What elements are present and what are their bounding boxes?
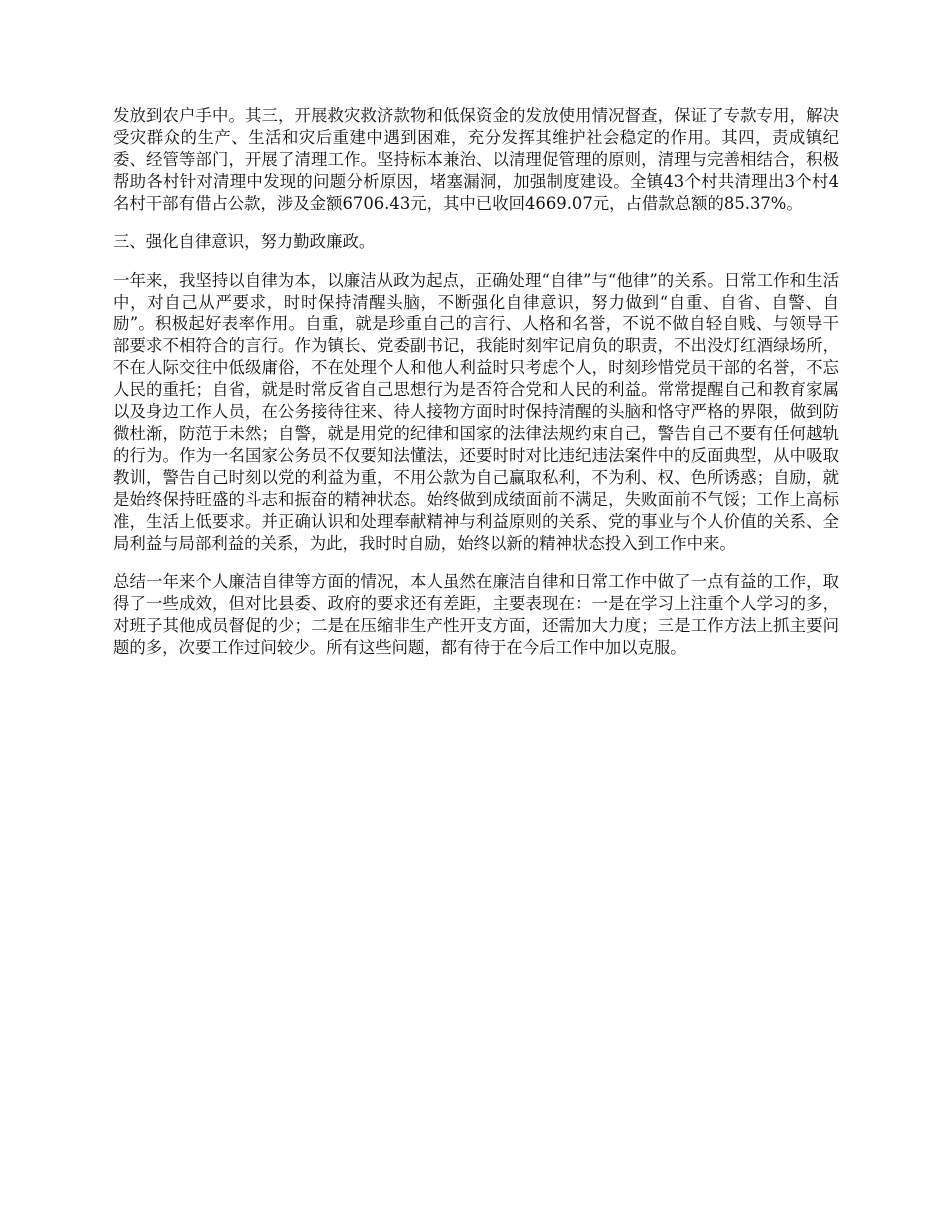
paragraph-summary: 总结一年来个人廉洁自律等方面的情况，本人虽然在廉洁自律和日常工作中做了一点有益的工作，取得了一些成效，但对比县委、政府的要求还有差距，主要表现在：一是在学习上注重个人学习的多，对班子其他成员督促的少；二是在压缩非生产性开支方面，还需加大力度；三是工作方法上抓主要问题的多，次要工作过问较少。所有这些问题，都有待于在今后工作中加以克服。	[113, 572, 839, 657]
section-heading-self-discipline: 三、强化自律意识，努力勤政廉政。	[113, 232, 376, 252]
paragraph-relief-funds-cleanup: 发放到农户手中。其三，开展救灾救济款物和低保资金的发放使用情况督查，保证了专款专用，解决受灾群众的生产、生活和灾后重建中遇到困难，充分发挥其维护社会稳定的作用。其四，责成镇纪委、经管等部门，开展了清理工作。坚持标本兼治、以清理促管理的原则，清理与完善相结合，积极帮助各村针对清理中发现的问题分析原因，堵塞漏洞，加强制度建设。全镇43个村共清理出3个村4名村干部有借占公款，涉及金额6706.43元，其中已收回4669.07元，占借款总额的85.37%。	[113, 106, 839, 213]
paragraph-self-discipline: 一年来，我坚持以自律为本，以廉洁从政为起点，正确处理“自律”与“他律”的关系。日常工作和生活中，对自己从严要求，时时保持清醒头脑，不断强化自律意识，努力做到“自重、自省、自警、自励”。积极起好表率作用。自重，就是珍重自己的言行、人格和名誉，不说不做自轻自贱、与领导干部要求不相符合的言行。作为镇长、党委副书记，我能时刻牢记肩负的职责，不出没灯红酒绿场所，不在人际交往中低级庸俗，不在处理个人和他人利益时只考虑个人，时刻珍惜党员干部的名誉，不忘人民的重托；自省，就是时常反省自己思想行为是否符合党和人民的利益。常常提醒自己和教育家属以及身边工作人员，在公务接待往来、待人接物方面时时保持清醒的头脑和恪守严格的界限，做到防微杜渐，防范于未然；自警，就是用党的纪律和国家的法律法规约束自己，警告自己不要有任何越轨的行为。作为一名国家公务员不仅要知法懂法，还要时时对比违纪违法案件中的反面典型，从中吸取教训，警告自己时刻以党的利益为重，不用公款为自己赢取私利，不为利、权、色所诱惑；自励，就是始终保持旺盛的斗志和振奋的精神状态。始终做到成绩面前不满足，失败面前不气馁；工作上高标准，生活上低要求。并正确认识和处理奉献精神与利益原则的关系、党的事业与个人价值的关系、全局利益与局部利益的关系，为此，我时时自励，始终以新的精神状态投入到工作中来。	[113, 270, 839, 553]
document-body	[113, 105, 839, 675]
